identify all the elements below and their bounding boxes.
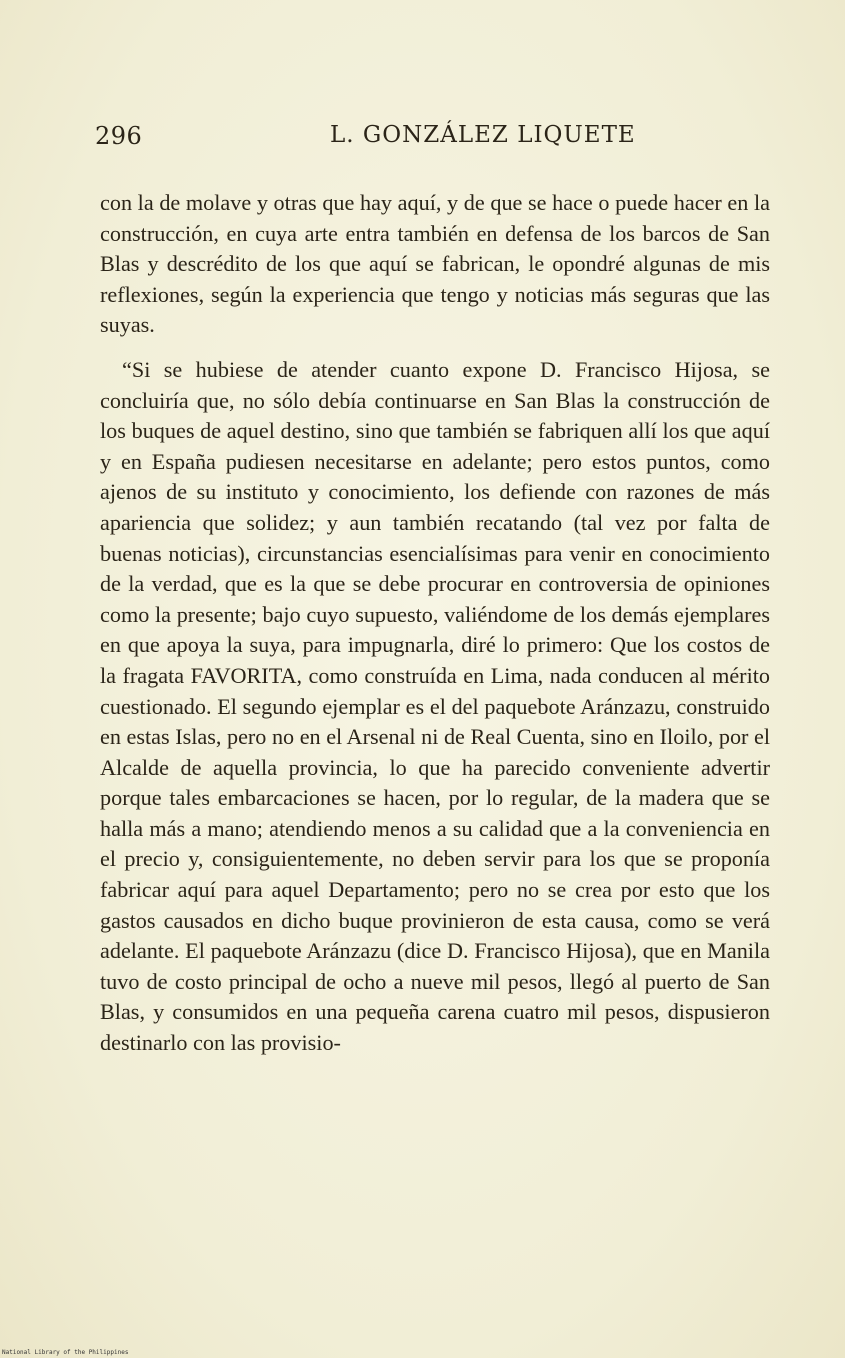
- running-head: L. GONZÁLEZ LIQUETE: [330, 122, 636, 148]
- page-number: 296: [95, 122, 143, 150]
- body-text: [100, 188, 770, 1059]
- paragraph-2: “Si se hubiese de atender cuanto expone D. Francisco Hijosa, se concluiría que, no sólo debía continuarse en San Blas la construcción de los buques de aquel destino, sino que también se fabriquen allí los que aquí y en España pudiesen necesitarse en adelante; pero estos puntos, como ajenos de su instituto y conocimiento, los defiende con razones de más apariencia que solidez; y aun también recatando (tal vez por falta de buenas noticias), circunstancias esencialísimas para venir en conocimiento de la verdad, que es la que se debe procurar en controversia de opiniones como la presente; bajo cuyo supuesto, valiéndome de los demás ejemplares en que apoya la suya, para impugnarla, diré lo primero: Que los costos de la fragata FAVORITA, como construída en Lima, nada conducen al mérito cuestionado. El segundo ejemplar es el del paquebote Aránzazu, construido en estas Islas, pero no en el Arsenal ni de Real Cuenta, sino en Iloilo, por el Alcalde de aquella provincia, lo que ha parecido conveniente advertir porque tales embarcaciones se hacen, por lo regular, de la madera que se halla más a mano; atendiendo menos a su calidad que a la conveniencia en el precio y, consiguientemente, no deben servir para los que se proponía fabricar aquí para aquel Departamento; pero no se crea por esto que los gastos causados en dicho buque provinieron de esta causa, como se verá adelante. El paquebote Aránzazu (dice D. Francisco Hijosa), que en Manila tuvo de costo principal de ocho a nueve mil pesos, llegó al puerto de San Blas, y consumidos en una pequeña carena cuatro mil pesos, dispusieron destinarlo con las provisio-: [100, 356, 770, 1056]
- page-header: [95, 122, 760, 162]
- paragraph-1: con la de molave y otras que hay aquí, y de que se hace o puede hacer en la construcción, en cuya arte entra también en defensa de los barcos de San Blas y descrédito de los que aquí se fabrican, le opondré algunas de mis reflexiones, según la experiencia que tengo y noticias más seguras que las suyas.: [100, 190, 770, 338]
- library-credit: National Library of the Philippines: [2, 1349, 129, 1356]
